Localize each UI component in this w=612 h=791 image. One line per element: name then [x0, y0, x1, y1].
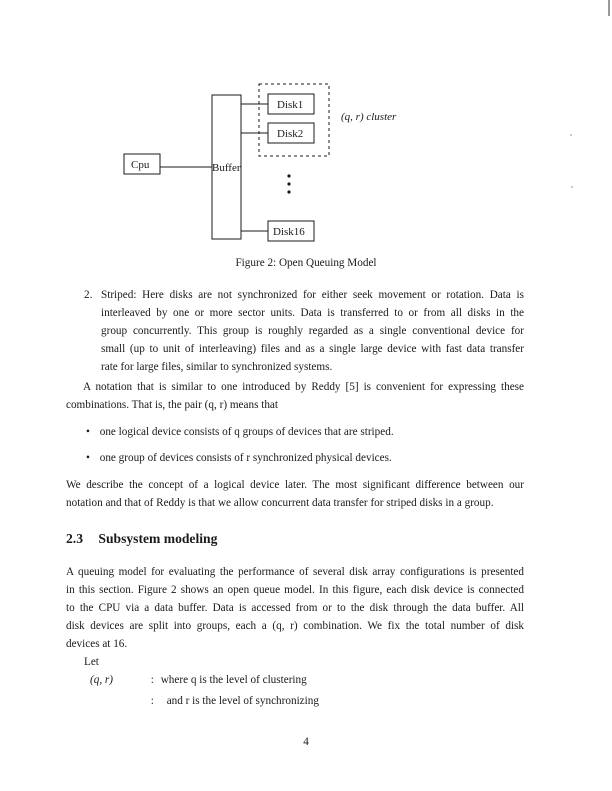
item-2-line: rate for large files, similar to synchronized systems.	[101, 361, 333, 373]
definition-text: where q is the level of clustering	[160, 674, 307, 686]
item-2-paragraph	[101, 286, 524, 376]
model-line: A queuing model for evaluating the performance of several disk array configurations is presented	[66, 566, 524, 578]
section-title: Subsystem modeling	[98, 531, 218, 546]
let-label: Let	[84, 656, 99, 668]
bullet-text: one logical device consists of q groups of devices that are striped.	[99, 426, 394, 438]
figure-caption: Figure 2: Open Queuing Model	[235, 257, 377, 269]
item-2-line: group concurrently. This group is roughly regarded as a single conventional device for	[101, 325, 524, 337]
model-line: disk devices are split into groups, each a (q, r) combination. We fix the total number of disk	[66, 620, 524, 632]
concept-line: notation and that of Reddy is that we allow concurrent data transfer for striped disks in a group.	[66, 497, 494, 509]
model-line: to the CPU via a data buffer. Data is accessed from or to the disk through the data buffer. All	[66, 602, 524, 614]
queuing-model-diagram	[0, 0, 612, 250]
ellipsis-dot	[287, 190, 290, 193]
item-2-line: Striped: Here disks are not synchronized for either seek movement or rotation. Data is	[101, 289, 524, 301]
definition-row	[90, 695, 319, 707]
notation-line: combinations. That is, the pair (q, r) means that	[66, 399, 278, 411]
margin-mark	[571, 186, 572, 187]
model-line: in this section. Figure 2 shows an open queue model. In this figure, each disk device is connected	[66, 584, 524, 596]
definition-separator: :	[150, 695, 154, 707]
definition-separator: :	[150, 674, 154, 686]
cluster-dashed-box	[259, 84, 329, 156]
notation-paragraph	[66, 378, 524, 414]
disk1-label: Disk1	[277, 99, 304, 111]
definition-term: (q, r)	[90, 674, 113, 686]
page-number: 4	[303, 736, 309, 748]
ellipsis-dot	[287, 182, 290, 185]
model-paragraph	[66, 563, 524, 653]
item-2-number: 2.	[84, 289, 93, 301]
section-heading	[66, 531, 217, 547]
disk16-label: Disk16	[273, 226, 305, 238]
bullet-item	[86, 426, 394, 438]
bullet-dot: •	[86, 426, 90, 438]
model-line: devices at 16.	[66, 638, 128, 650]
definition-text: and r is the level of synchronizing	[166, 695, 319, 707]
bullet-item	[86, 452, 392, 464]
section-number: 2.3	[66, 531, 83, 546]
item-2-line: interleaved by one or more sector units. Data is transferred to or from all disks in the	[101, 307, 524, 319]
notation-line: A notation that is similar to one introduced by Reddy [5] is convenient for expressing these	[83, 381, 524, 393]
concept-paragraph	[66, 476, 524, 512]
bullet-dot: •	[86, 452, 90, 464]
disk2-label: Disk2	[277, 128, 304, 140]
concept-line: We describe the concept of a logical device later. The most significant difference between our	[66, 479, 524, 491]
definition-row	[90, 674, 307, 686]
ellipsis-dot	[287, 174, 290, 177]
item-2-line: small (up to unit of interleaving) files and as a single large device with fast data transfer	[101, 343, 524, 355]
margin-mark	[570, 134, 571, 135]
bullet-text: one group of devices consists of r synchronized physical devices.	[99, 452, 392, 464]
cpu-label: Cpu	[131, 159, 150, 171]
buffer-label: Buffer	[212, 162, 241, 174]
cluster-label: (q, r) cluster	[341, 111, 397, 123]
